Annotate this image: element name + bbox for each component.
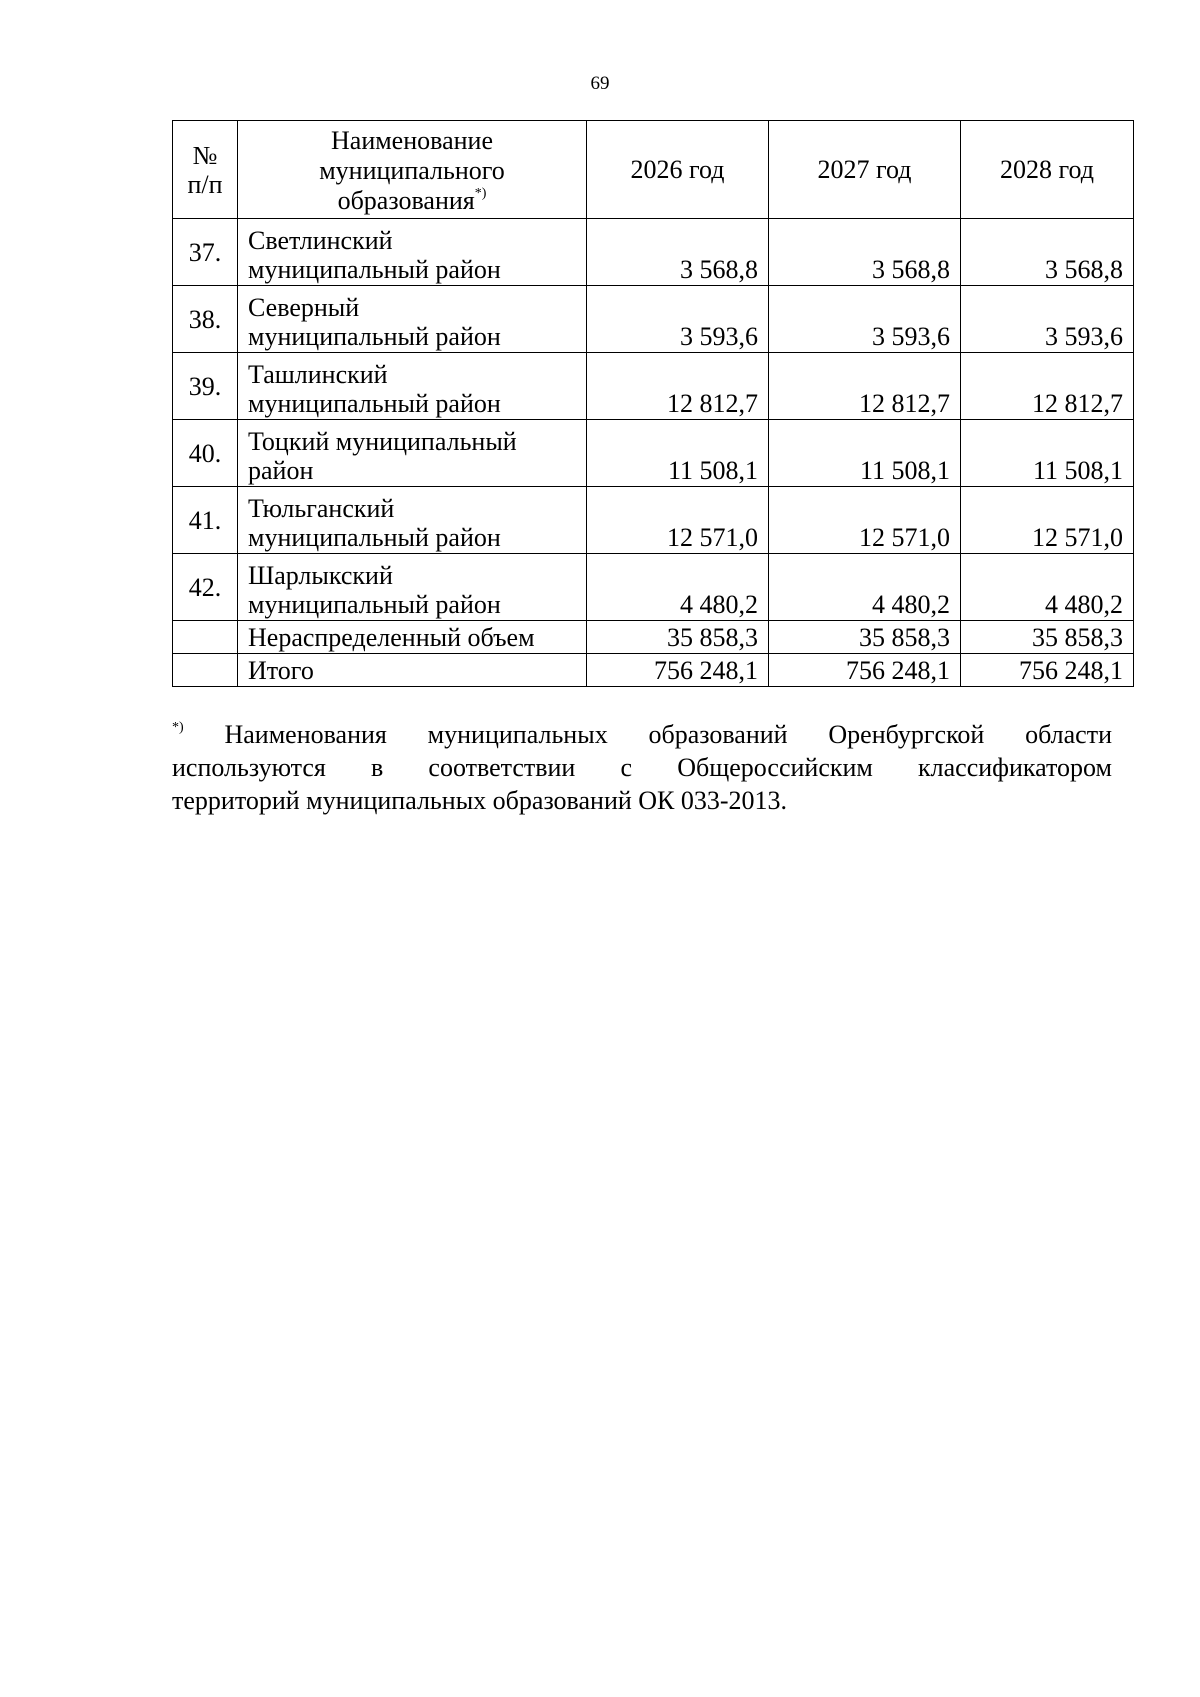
footnote-line-2: используются в соответствии с Общероссийским классификатором xyxy=(172,753,1112,782)
row-name-line1: Ташлинский xyxy=(248,360,388,389)
row-name-line2: муниципальный район xyxy=(248,590,501,619)
unallocated-row xyxy=(173,621,1134,654)
footnote xyxy=(172,718,1112,817)
table-header-row xyxy=(173,121,1134,219)
row-number: 41. xyxy=(173,487,238,554)
row-number: 42. xyxy=(173,554,238,621)
unallocated-value-2027: 35 858,3 xyxy=(769,621,961,654)
header-name-line1: Наименование xyxy=(331,125,493,155)
header-number-abbr: п/п xyxy=(187,169,223,199)
header-name-line3: образования xyxy=(337,185,475,215)
row-name xyxy=(238,353,587,420)
row-name-line1: Шарлыкский xyxy=(248,561,393,590)
row-name-line1: Северный xyxy=(248,293,360,322)
total-row xyxy=(173,654,1134,687)
page-number: 69 xyxy=(590,73,610,94)
header-year-2026: 2026 год xyxy=(587,121,769,219)
row-name-line1: Тоцкий муниципальный xyxy=(248,427,517,456)
row-name-line2: муниципальный район xyxy=(248,389,501,418)
row-name-line1: Тюльганский xyxy=(248,494,395,523)
row-value-2026: 12 812,7 xyxy=(587,353,769,420)
row-value-2026: 3 593,6 xyxy=(587,286,769,353)
row-value-2027: 11 508,1 xyxy=(769,420,961,487)
row-name-line2: район xyxy=(248,456,314,485)
unallocated-value-2026: 35 858,3 xyxy=(587,621,769,654)
header-year-2028: 2028 год xyxy=(961,121,1134,219)
row-value-2026: 3 568,8 xyxy=(587,219,769,286)
row-value-2026: 4 480,2 xyxy=(587,554,769,621)
row-value-2028: 11 508,1 xyxy=(961,420,1134,487)
table-row xyxy=(173,353,1134,420)
table-row xyxy=(173,420,1134,487)
row-value-2028: 12 571,0 xyxy=(961,487,1134,554)
total-value-2026: 756 248,1 xyxy=(587,654,769,687)
total-value-2028: 756 248,1 xyxy=(961,654,1134,687)
total-value-2027: 756 248,1 xyxy=(769,654,961,687)
unallocated-label: Нераспределенный объем xyxy=(238,621,587,654)
unallocated-number-cell xyxy=(173,621,238,654)
header-name xyxy=(238,121,587,219)
row-value-2027: 3 568,8 xyxy=(769,219,961,286)
table-row xyxy=(173,487,1134,554)
header-name-line2: муниципального xyxy=(319,155,505,185)
row-number: 38. xyxy=(173,286,238,353)
row-value-2026: 12 571,0 xyxy=(587,487,769,554)
header-number xyxy=(173,121,238,219)
header-number-symbol: № xyxy=(192,140,218,170)
total-label: Итого xyxy=(238,654,587,687)
row-name-line1: Светлинский xyxy=(248,226,393,255)
footnote-mark: *) xyxy=(172,720,184,736)
row-value-2028: 12 812,7 xyxy=(961,353,1134,420)
row-number: 40. xyxy=(173,420,238,487)
row-value-2027: 12 571,0 xyxy=(769,487,961,554)
row-name-line2: муниципальный район xyxy=(248,255,501,284)
row-name xyxy=(238,487,587,554)
unallocated-value-2028: 35 858,3 xyxy=(961,621,1134,654)
row-value-2027: 12 812,7 xyxy=(769,353,961,420)
row-number: 37. xyxy=(173,219,238,286)
footnote-line-1 xyxy=(172,718,1112,751)
budget-table xyxy=(172,120,1134,687)
row-number: 39. xyxy=(173,353,238,420)
table-row xyxy=(173,286,1134,353)
row-name xyxy=(238,554,587,621)
row-value-2028: 3 568,8 xyxy=(961,219,1134,286)
header-year-2027: 2027 год xyxy=(769,121,961,219)
row-name-line2: муниципальный район xyxy=(248,523,501,552)
row-value-2028: 4 480,2 xyxy=(961,554,1134,621)
table-row xyxy=(173,554,1134,621)
row-name-line2: муниципальный район xyxy=(248,322,501,351)
row-name xyxy=(238,219,587,286)
table-row xyxy=(173,219,1134,286)
footnote-text-1: Наименования муниципальных образований Оренбургской области xyxy=(224,720,1113,749)
row-value-2027: 4 480,2 xyxy=(769,554,961,621)
footnote-line-3: территорий муниципальных образований ОК 033-2013. xyxy=(172,786,788,815)
row-name xyxy=(238,286,587,353)
total-number-cell xyxy=(173,654,238,687)
row-value-2026: 11 508,1 xyxy=(587,420,769,487)
row-value-2028: 3 593,6 xyxy=(961,286,1134,353)
row-value-2027: 3 593,6 xyxy=(769,286,961,353)
row-name xyxy=(238,420,587,487)
header-footnote-mark: *) xyxy=(474,185,487,201)
